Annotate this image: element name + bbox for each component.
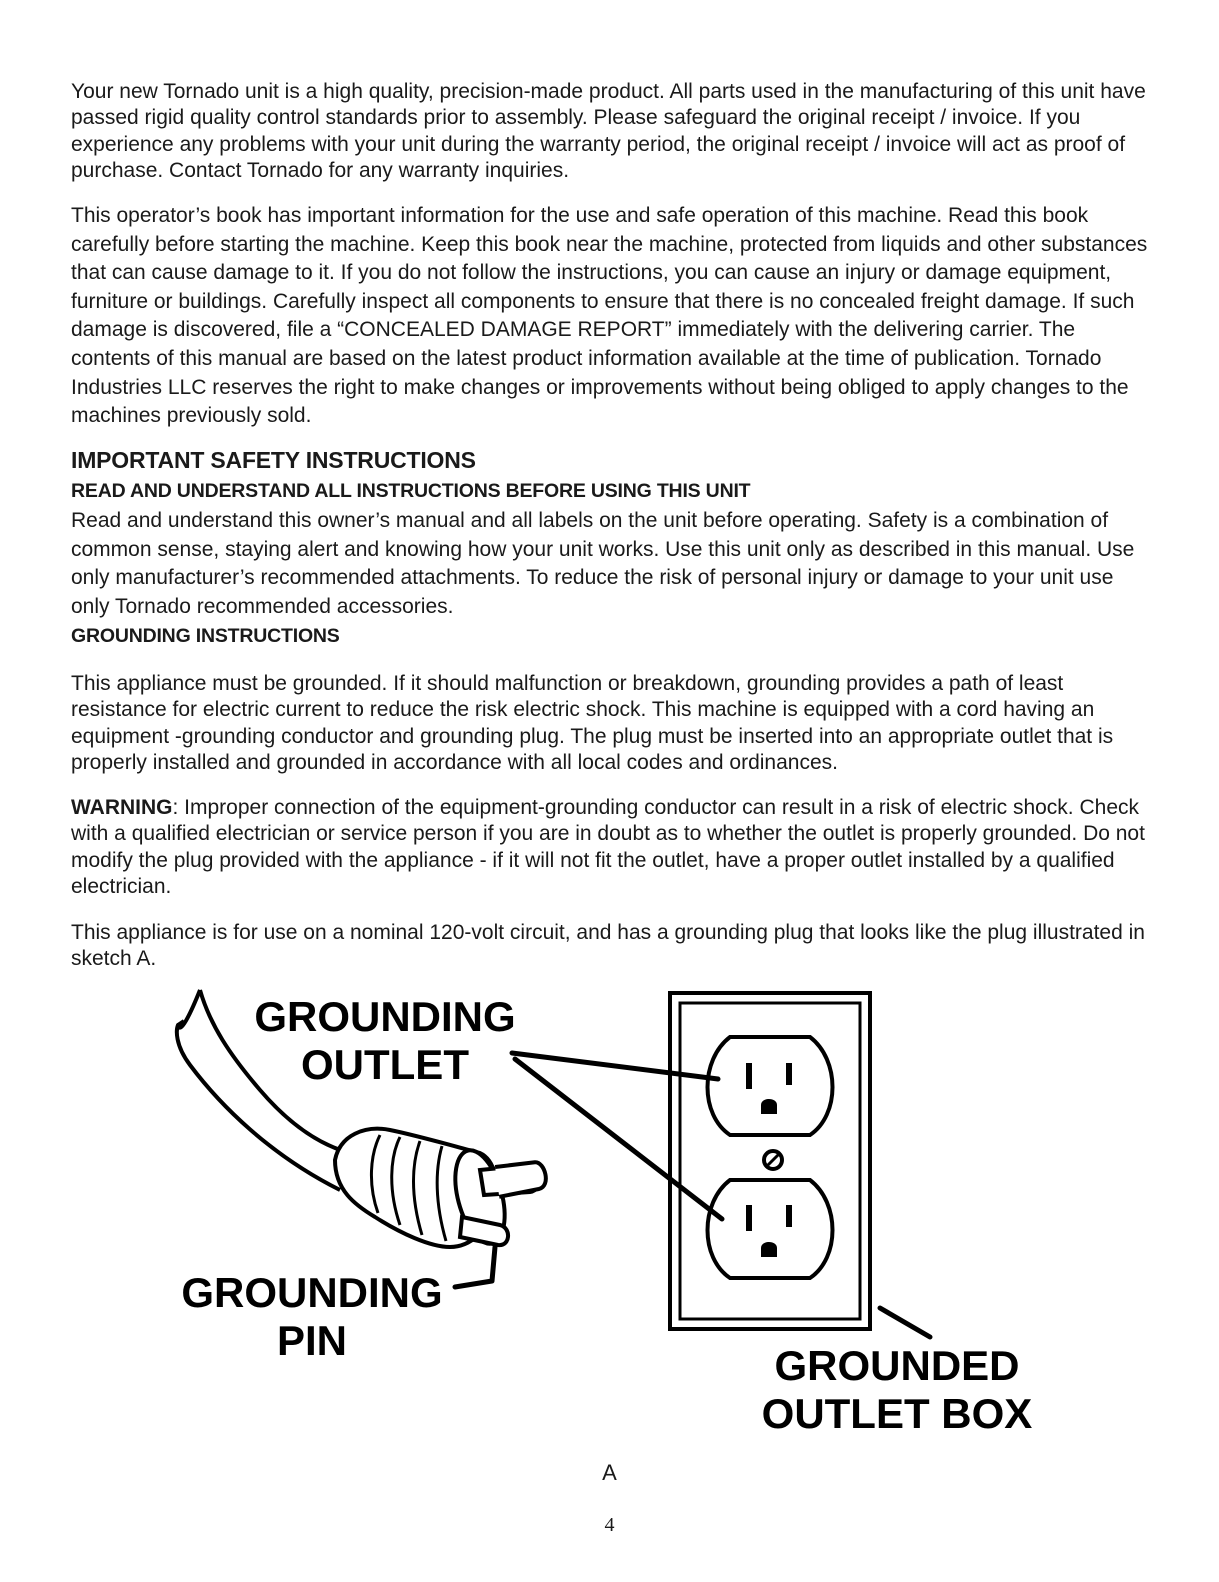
grounding-pin-label-line2: PIN: [276, 1317, 348, 1364]
outlet-box-icon: [670, 993, 870, 1329]
warning-label: WARNING: [71, 796, 173, 819]
warning-text: : Improper connection of the equipment-grounding conductor can result in a risk of electric shock. Check with a qualified electrician or service person if you are in doubt as to whether the outlet is properly grounded. Do not modify the plug provided with the appliance - if it will not fit the outlet, have a proper outlet installed by a qualified electrician.: [71, 796, 1145, 898]
safety-heading: IMPORTANT SAFETY INSTRUCTIONS: [71, 447, 476, 473]
page-number: 4: [604, 1514, 615, 1536]
grounding-pin-label-line1: GROUNDING: [181, 1269, 443, 1316]
warning-paragraph: [71, 795, 1151, 900]
grounding-outlet-label-line2: OUTLET: [301, 1041, 469, 1088]
grounded-outlet-box-label-line1: GROUNDED: [774, 1342, 1020, 1389]
grounded-outlet-box-label-line2: OUTLET BOX: [761, 1390, 1033, 1437]
safety-subheading: READ AND UNDERSTAND ALL INSTRUCTIONS BEFORE USING THIS UNIT: [71, 480, 751, 502]
safety-paragraph: Read and understand this owner’s manual and all labels on the unit before operating. Safety is a combination of common sense, staying alert and knowing how your unit works. Use this unit only as described in this manual. Use only manufacturer’s recommended attachments. To reduce the risk of personal injury or damage to your unit use only Tornado recommended accessories.: [71, 509, 1135, 618]
voltage-paragraph: This appliance is for use on a nominal 120-volt circuit, and has a grounding plug that looks like the plug illustrated in sketch A.: [71, 921, 1145, 971]
sketch-a-illustration: [150, 985, 1070, 1455]
plug-icon: [335, 1129, 547, 1249]
grounding-outlet-label-line1: GROUNDING: [254, 993, 516, 1040]
grounding-heading: GROUNDING INSTRUCTIONS: [71, 625, 340, 647]
sketch-caption: A: [602, 1460, 617, 1485]
operator-book-paragraph: This operator’s book has important information for the use and safe operation of this machine. Read this book carefully before starting the machine. Keep this book near the machine, protected from liquids and other substances that can cause damage to it. If you do not follow the instructions, you can cause an injury or damage equipment, furniture or buildings. Carefully inspect all components to ensure that there is no concealed freight damage. If such damage is discovered, file a “CONCEALED DAMAGE REPORT” immediately with the delivering carrier. The contents of this manual are based on the latest product information available at the time of publication. Tornado Industries LLC reserves the right to make changes or improvements without being obliged to apply changes to the machines previously sold.: [71, 204, 1148, 428]
intro-paragraph: Your new Tornado unit is a high quality, precision-made product. All parts used in the manufacturing of this unit have passed rigid quality control standards prior to assembly. Please safeguard the original receipt / invoice. If you experience any problems with your unit during the warranty period, the original receipt / invoice will act as proof of purchase. Contact Tornado for any warranty inquiries.: [71, 80, 1146, 182]
grounding-paragraph: This appliance must be grounded. If it should malfunction or breakdown, grounding provides a path of least resistance for electric current to reduce the risk electric shock. This machine is equipped with a cord having an equipment -grounding conductor and grounding plug. The plug must be inserted into an appropriate outlet that is properly installed and grounded in accordance with all local codes and ordinances.: [71, 672, 1114, 774]
